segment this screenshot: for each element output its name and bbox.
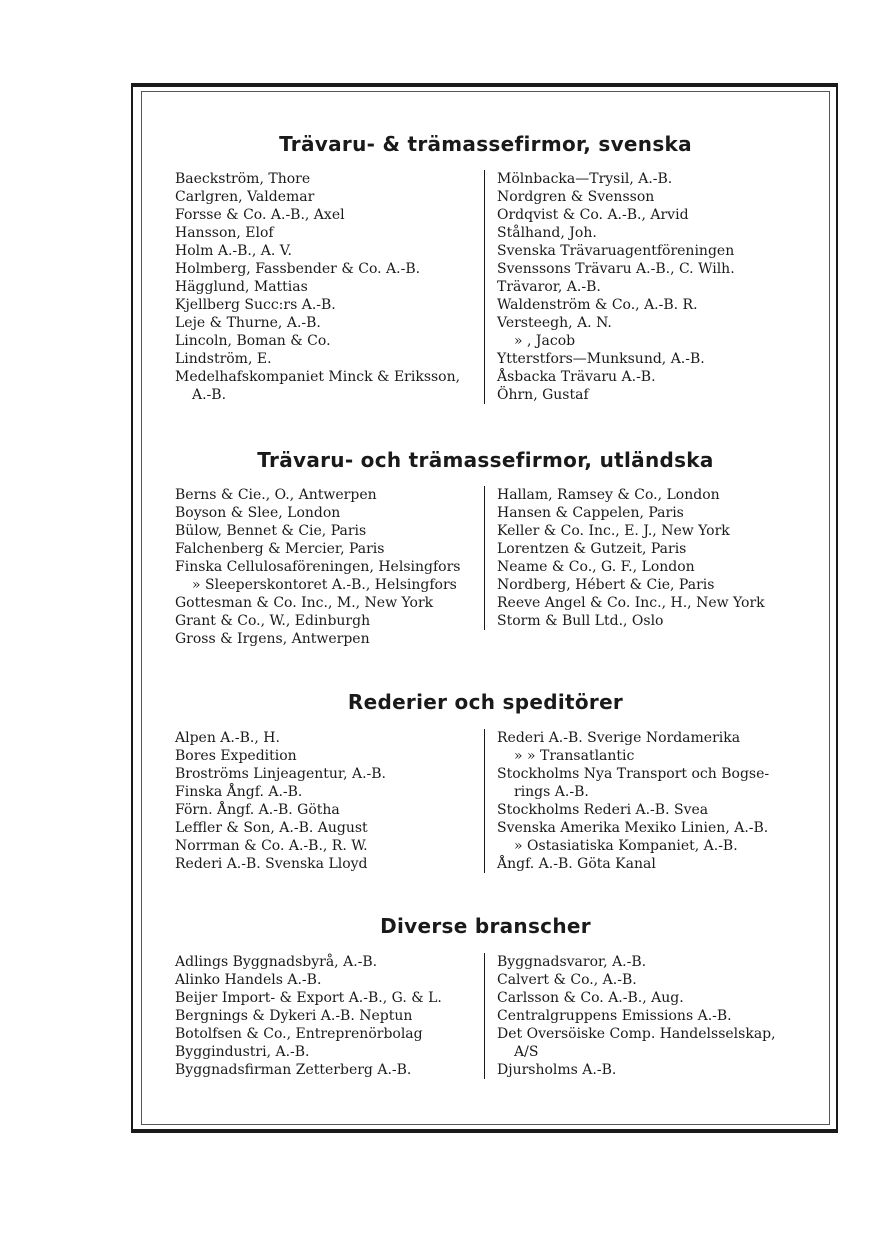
list-item: Ordqvist & Co. A.-B., Arvid [497, 207, 689, 223]
list-item: Gross & Irgens, Antwerpen [175, 631, 370, 647]
list-item: Svenska Amerika Mexiko Linien, A.-B. [497, 820, 769, 836]
list-item: Alpen A.-B., H. [175, 730, 280, 746]
list-item: Byggindustri, A.-B. [175, 1044, 310, 1060]
firm-list-utlandska-left [175, 486, 460, 648]
list-item: Nordberg, Hébert & Cie, Paris [497, 577, 715, 593]
list-item: Trävaror, A.-B. [497, 279, 601, 295]
list-item: rings A.-B. [514, 784, 589, 800]
list-item: Versteegh, A. N. [497, 315, 612, 331]
list-item: Boyson & Slee, London [175, 505, 341, 521]
list-item: Grant & Co., W., Edinburgh [175, 613, 371, 629]
list-item: Norrman & Co. A.-B., R. W. [175, 838, 368, 854]
list-item: Medelhafskompaniet Minck & Eriksson, [175, 369, 461, 385]
list-item: Hallam, Ramsey & Co., London [497, 487, 720, 503]
firm-list-utlandska-right [484, 486, 765, 630]
list-item: Hansen & Cappelen, Paris [497, 505, 684, 521]
list-item: » Ostasiatiska Kompaniet, A.-B. [514, 838, 738, 854]
list-item: Calvert & Co., A.-B. [497, 972, 637, 988]
list-item: Bülow, Bennet & Cie, Paris [175, 523, 367, 539]
list-item: Holm A.-B., A. V. [175, 243, 292, 259]
list-item: Broströms Linjeagentur, A.-B. [175, 766, 387, 782]
firm-list-rederier-right [484, 729, 769, 873]
list-item: » , Jacob [514, 333, 576, 349]
firm-list-rederier-left [175, 729, 386, 873]
list-item: Svenska Trävaruagentföreningen [497, 243, 735, 259]
list-item: Åsbacka Trävaru A.-B. [497, 369, 656, 385]
list-item: Djursholms A.-B. [497, 1062, 617, 1078]
list-item: Det Oversöiske Comp. Handelsselskap, [497, 1026, 776, 1042]
list-item: Byggnadsfirman Zetterberg A.-B. [175, 1062, 412, 1078]
list-item: Leffler & Son, A.-B. August [175, 820, 368, 836]
list-item: Förn. Ångf. A.-B. Götha [175, 802, 340, 818]
list-item: Kjellberg Succ:rs A.-B. [175, 297, 336, 313]
list-item: Ytterstfors—Munksund, A.-B. [497, 351, 705, 367]
section-title-rederier: Rederier och speditörer [347, 690, 624, 714]
list-item: » » Transatlantic [514, 748, 635, 764]
list-item: Stockholms Nya Transport och Bogse- [497, 766, 770, 782]
list-item: A/S [514, 1044, 539, 1060]
list-item: Bergnings & Dykeri A.-B. Neptun [175, 1008, 413, 1024]
list-item: Lindström, E. [175, 351, 272, 367]
list-item: Stålhand, Joh. [497, 225, 597, 241]
section-title-utlandska: Trävaru- och trämassefirmor, utländska [257, 448, 714, 472]
list-item: Storm & Bull Ltd., Oslo [497, 613, 664, 629]
list-item: » Sleeperskontoret A.-B., Helsingfors [192, 577, 457, 593]
list-item: Byggnadsvaror, A.-B. [497, 954, 647, 970]
firm-list-svenska-right [484, 170, 735, 404]
list-item: A.-B. [192, 387, 227, 403]
list-item: Reeve Angel & Co. Inc., H., New York [497, 595, 765, 611]
list-item: Alinko Handels A.-B. [175, 972, 322, 988]
list-item: Waldenström & Co., A.-B. R. [497, 297, 698, 313]
list-item: Hägglund, Mattias [175, 279, 308, 295]
list-item: Baeckström, Thore [175, 171, 311, 187]
list-item: Bores Expedition [175, 748, 297, 764]
list-item: Gottesman & Co. Inc., M., New York [175, 595, 434, 611]
list-item: Adlings Byggnadsbyrå, A.-B. [175, 954, 378, 970]
list-item: Öhrn, Gustaf [497, 387, 589, 403]
list-item: Mölnbacka—Trysil, A.-B. [497, 171, 673, 187]
list-item: Finska Cellulosaföreningen, Helsingfors [175, 559, 461, 575]
firm-list-svenska-left [175, 170, 460, 404]
list-item: Finska Ångf. A.-B. [175, 784, 303, 800]
list-item: Holmberg, Fassbender & Co. A.-B. [175, 261, 421, 277]
list-item: Falchenberg & Mercier, Paris [175, 541, 385, 557]
firm-list-diverse-right [484, 953, 776, 1079]
list-item: Ångf. A.-B. Göta Kanal [497, 856, 656, 872]
section-title-svenska: Trävaru- & trämassefirmor, svenska [279, 132, 692, 156]
firm-list-diverse-left [175, 953, 442, 1079]
list-item: Neame & Co., G. F., London [497, 559, 695, 575]
list-item: Nordgren & Svensson [497, 189, 655, 205]
section-title-diverse: Diverse branscher [380, 914, 591, 938]
list-item: Centralgruppens Emissions A.-B. [497, 1008, 732, 1024]
list-item: Forsse & Co. A.-B., Axel [175, 207, 345, 223]
list-item: Beijer Import- & Export A.-B., G. & L. [175, 990, 442, 1006]
list-item: Hansson, Elof [175, 225, 274, 241]
list-item: Svenssons Trävaru A.-B., C. Wilh. [497, 261, 735, 277]
list-item: Rederi A.-B. Sverige Nordamerika [497, 730, 741, 746]
list-item: Rederi A.-B. Svenska Lloyd [175, 856, 368, 872]
list-item: Lincoln, Boman & Co. [175, 333, 331, 349]
list-item: Berns & Cie., O., Antwerpen [175, 487, 377, 503]
list-item: Lorentzen & Gutzeit, Paris [497, 541, 687, 557]
list-item: Keller & Co. Inc., E. J., New York [497, 523, 730, 539]
list-item: Stockholms Rederi A.-B. Svea [497, 802, 709, 818]
list-item: Carlgren, Valdemar [175, 189, 315, 205]
list-item: Leje & Thurne, A.-B. [175, 315, 321, 331]
list-item: Botolfsen & Co., Entreprenörbolag [175, 1026, 423, 1042]
list-item: Carlsson & Co. A.-B., Aug. [497, 990, 684, 1006]
